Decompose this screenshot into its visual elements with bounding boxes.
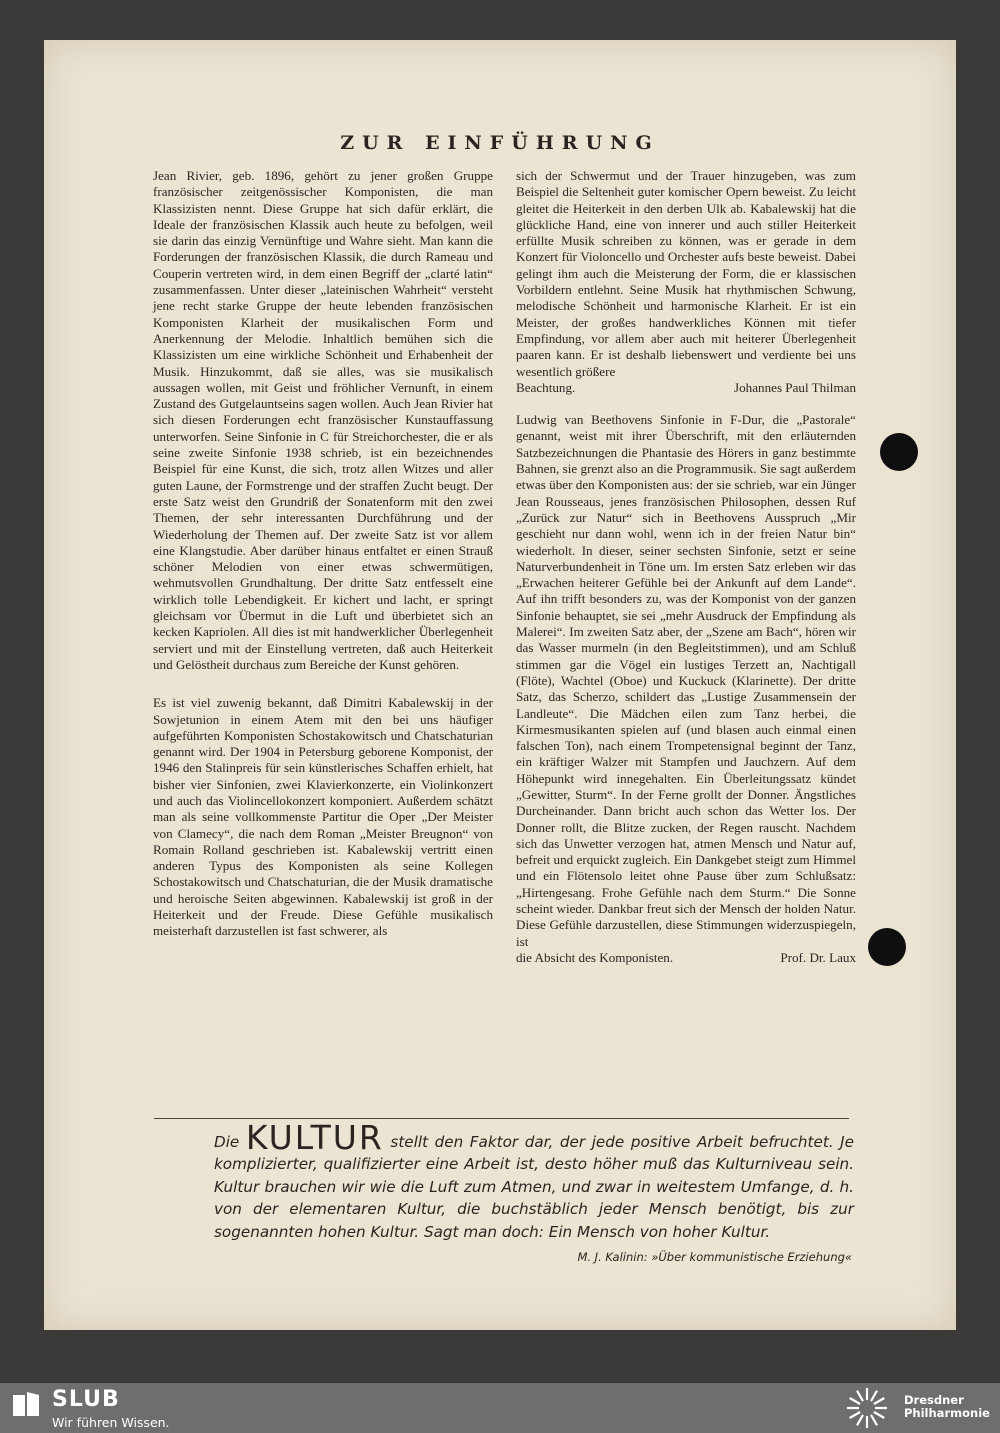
document-page [44, 40, 956, 1330]
slub-book-icon [12, 1391, 40, 1417]
punch-hole [880, 433, 918, 471]
author-signature: Johannes Paul Thilman [734, 379, 856, 395]
quote-lead: Die [214, 1133, 240, 1151]
author-signature: Prof. Dr. Laux [780, 949, 856, 965]
kultur-quote [214, 1118, 854, 1243]
library-name[interactable]: SLUB [52, 1387, 120, 1412]
footer-bar [0, 1383, 1000, 1433]
continuation-paragraph: sich der Schwermut und der Trauer hinzugeben, was zum Beispiel die Seltenheit guter komischer Opern beweist. Zu leicht gleitet die Heiterkeit in den derben Ulk ab. Kabalewskij hat die glückliche Hand, eine von innerer und auch stiller Heiterkeit erfüllte Musik schreiben zu können, was er gerade in dem Konzert für Violoncello und Orchester aufs beste beweist. Dabei gelingt ihm auch die Meisterung der Form, die er klassischen Vorbildern entlehnt. Seine Musik hat rhythmischen Schwung, melodische Schönheit und harmonische Klarheit. Er ist ein Meister, der großes handwerkliches Können mit tiefer Empfindung, vor allem aber auch mit heiterer Überlegenheit paaren kann. Er ist deshalb liebenswert und verdiente bei uns wesentlich größere [516, 168, 856, 379]
quote-text: stellt den Faktor dar, der jede positive Arbeit befruchtet. Je komplizierter, qualifizierter eine Arbeit ist, desto höher muß das Kulturniveau sein. Kultur brauchen wir wie die Luft zum Atmen, und zwar in weitestem Umfange, d. h. von der elementaren Kultur, die buchstäblich jeder Mensch benötigt, bis zur sogenannten hohen Kultur. Sagt man doch: Ein Mensch von hoher Kultur. [214, 1133, 854, 1241]
kabalewskij-paragraph: Es ist viel zuwenig bekannt, daß Dimitri Kabalewskij in der Sowjetunion in einem Atem mit den bei uns häufiger aufgeführten Komponisten Schostakowitsch und Chatschaturian genannt wird. Der 1904 in Petersburg geborene Komponist, der 1946 den Stalinpreis für sein künstlerisches Schaffen erhielt, hat bisher vier Sinfonien, zwei Klavierkonzerte, ein Violinkonzert und auch das Violincellokonzert komponiert. Außerdem schätzt man als seine vollkommenste Partitur die Oper „Der Meister von Clamecy“, die nach dem Roman „Meister Breugnon“ von Romain Rolland geschrieben ist. Kabalewskij vertritt einen anderen Typus des Komponisten als seine Kollegen Schostakowitsch und Chatschaturian, die der Musik dramatische und heroische Seiten abgewinnen. Kabalewskij ist groß in der Heiterkeit und der Freude. Diese Gefühle musikalisch meisterhaft darzustellen ist fast schwerer, als [153, 695, 493, 939]
library-tagline: Wir führen Wissen. [52, 1415, 170, 1430]
partner-name-line1: Dresdner [904, 1393, 964, 1407]
dresdner-philharmonie-logo-icon [842, 1386, 892, 1430]
quote-keyword: KULTUR [245, 1118, 384, 1157]
quote-source: M. J. Kalinin: »Über kommunistische Erziehung« [577, 1250, 852, 1264]
left-column [153, 168, 493, 940]
beethoven-signature-line [516, 950, 856, 966]
rivier-paragraph: Jean Rivier, geb. 1896, gehört zu jener großen Gruppe französischer zeitgenössischer Komponisten, die man Klassizisten nennt. Diese Gruppe hat sich dafür erklärt, die Ideale der französischen Klassik auch heute zu befolgen, weil sie darin das einzig Vernünftige und Wahre sieht. Man kann die Forderungen der französischen Klassik, die durch Rameau und Couperin vertreten wird, in dem einen Begriff der „clarté latin“ zusammenfassen. Unter dieser „lateinischen Wahrheit“ versteht jene recht starke Gruppe der heute lebenden französischen Komponisten Klarheit der musikalischen Form und Anerkennung der Melodie. Inhaltlich bemühen sich die Klassizisten um eine wirkliche Schönheit und Erhabenheit der Musik. Hinzukommt, daß sie alles, was sie musikalisch aussagen wollen, mit Geist und fröhlicher Vernunft, in einem Zustand des Gutgelauntseins sagen wollen. Auch Jean Rivier hat sich diesen Forderungen echt französischer Kunstauffassung unterworfen. Seine Sinfonie in C für Streichorchester, die er als seine zweite Sinfonie 1938 schrieb, ist ein bezeichnendes Beispiel für eine Kunst, die sich, trotz allen Witzes und aller guten Laune, der Formstrenge und der straffen Zucht beugt. Der erste Satz weist den Grundriß der Sonatenform mit den zwei Themen, der sehr interessanten Durchführung und der Wiederholung der Themen auf. Der zweite Satz ist vor allem eine Klangstudie. Aber darüber hinaus entfaltet er einen Strauß schöner Melodien von einer etwas schwermütigen, wehmutsvollen Grundhaltung. Der dritte Satz entfesselt eine wirklich tolle Lebendigkeit. Er kichert und lacht, er springt gleichsam vor Übermut in die Luft und überbietet sich an kecken Kapriolen. All dies ist mit handwerklicher Überlegenheit serviert und mit der Einstellung vertreten, daß auch Heiterkeit und Gelöstheit durchaus zum Bereiche der Kunst gehören. [153, 168, 493, 672]
partner-name[interactable] [904, 1394, 990, 1420]
beethoven-last-line: die Absicht des Komponisten. [516, 949, 674, 965]
beethoven-paragraph: Ludwig van Beethovens Sinfonie in F-Dur, die „Pastorale“ genannt, weist mit ihrer Überschrift, mit den erläuternden Satzbezeichnungen die Phantasie des Hörers in ganz bestimmte Bahnen, sie grenzt also an die Programmusik. Sie sagt außerdem etwas über den Komponisten aus: der sie schrieb, war ein Jünger Jean Rousseaus, jenes französischen Philosophen, dessen Ruf „Zurück zur Natur“ sich in Beethovens Ausspruch „Mir geschieht nur dann wohl, wenn ich in der freien Natur bin“ wiederholt. In dieser, seiner sechsten Sinfonie, setzt er seine Naturverbundenheit in Töne um. Im ersten Satz erleben wir das „Erwachen heiterer Gefühle bei der Ankunft auf dem Lande“. Auf ihn trifft besonders zu, was der Komponist von der ganzen Sinfonie behauptet, sie sei „mehr Ausdruck der Empfindung als Malerei“. Im zweiten Satz aber, der „Szene am Bach“, hören wir das Wasser murmeln (in den Begleitstimmen), und am Schluß stimmen gar die Vögel ein lustiges Terzett an, Nachtigall (Flöte), Wachtel (Oboe) und Kuckuck (Klarinette). Der dritte Satz, das Scherzo, schildert das „Lustige Zusammensein der Landleute“. Die Mädchen eilen zum Tanz herbei, die Kirmesmusikanten spielen auf (und blasen auch einmal einen falschen Ton), nach einem Trompetensignal beginnt der Tanz, ein kräftiger Walzer mit Stampfen und Jauchzern. Auf dem Höhepunkt wird innegehalten. Ein Überleitungssatz kündet „Gewitter, Sturm“. In der Ferne grollt der Donner. Ängstliches Durcheinander. Dann bricht auch schon das Wetter los. Der Donner rollt, die Blitze zucken, der Regen rauscht. Nachdem sich das Unwetter verzogen hat, atmen Mensch und Natur auf, befreit und erquickt zugleich. Ein Dankgebet steigt zum Himmel und ein Flötensolo leitet ohne Pause über zum Schlußsatz: „Hirtengesang. Frohe Gefühle nach dem Sturm.“ Die Sonne scheint wieder. Dankbar freut sich der Mensch der holden Natur. Diese Gefühle darzustellen, diese Stimmungen widerzuspiegeln, ist [516, 412, 856, 949]
right-column [516, 168, 856, 966]
continuation-last-word: Beachtung. [516, 379, 576, 395]
continuation-signature-line [516, 380, 856, 396]
punch-hole [868, 928, 906, 966]
partner-name-line2: Philharmonie [904, 1406, 990, 1420]
page-title: ZUR EINFÜHRUNG [340, 132, 660, 154]
